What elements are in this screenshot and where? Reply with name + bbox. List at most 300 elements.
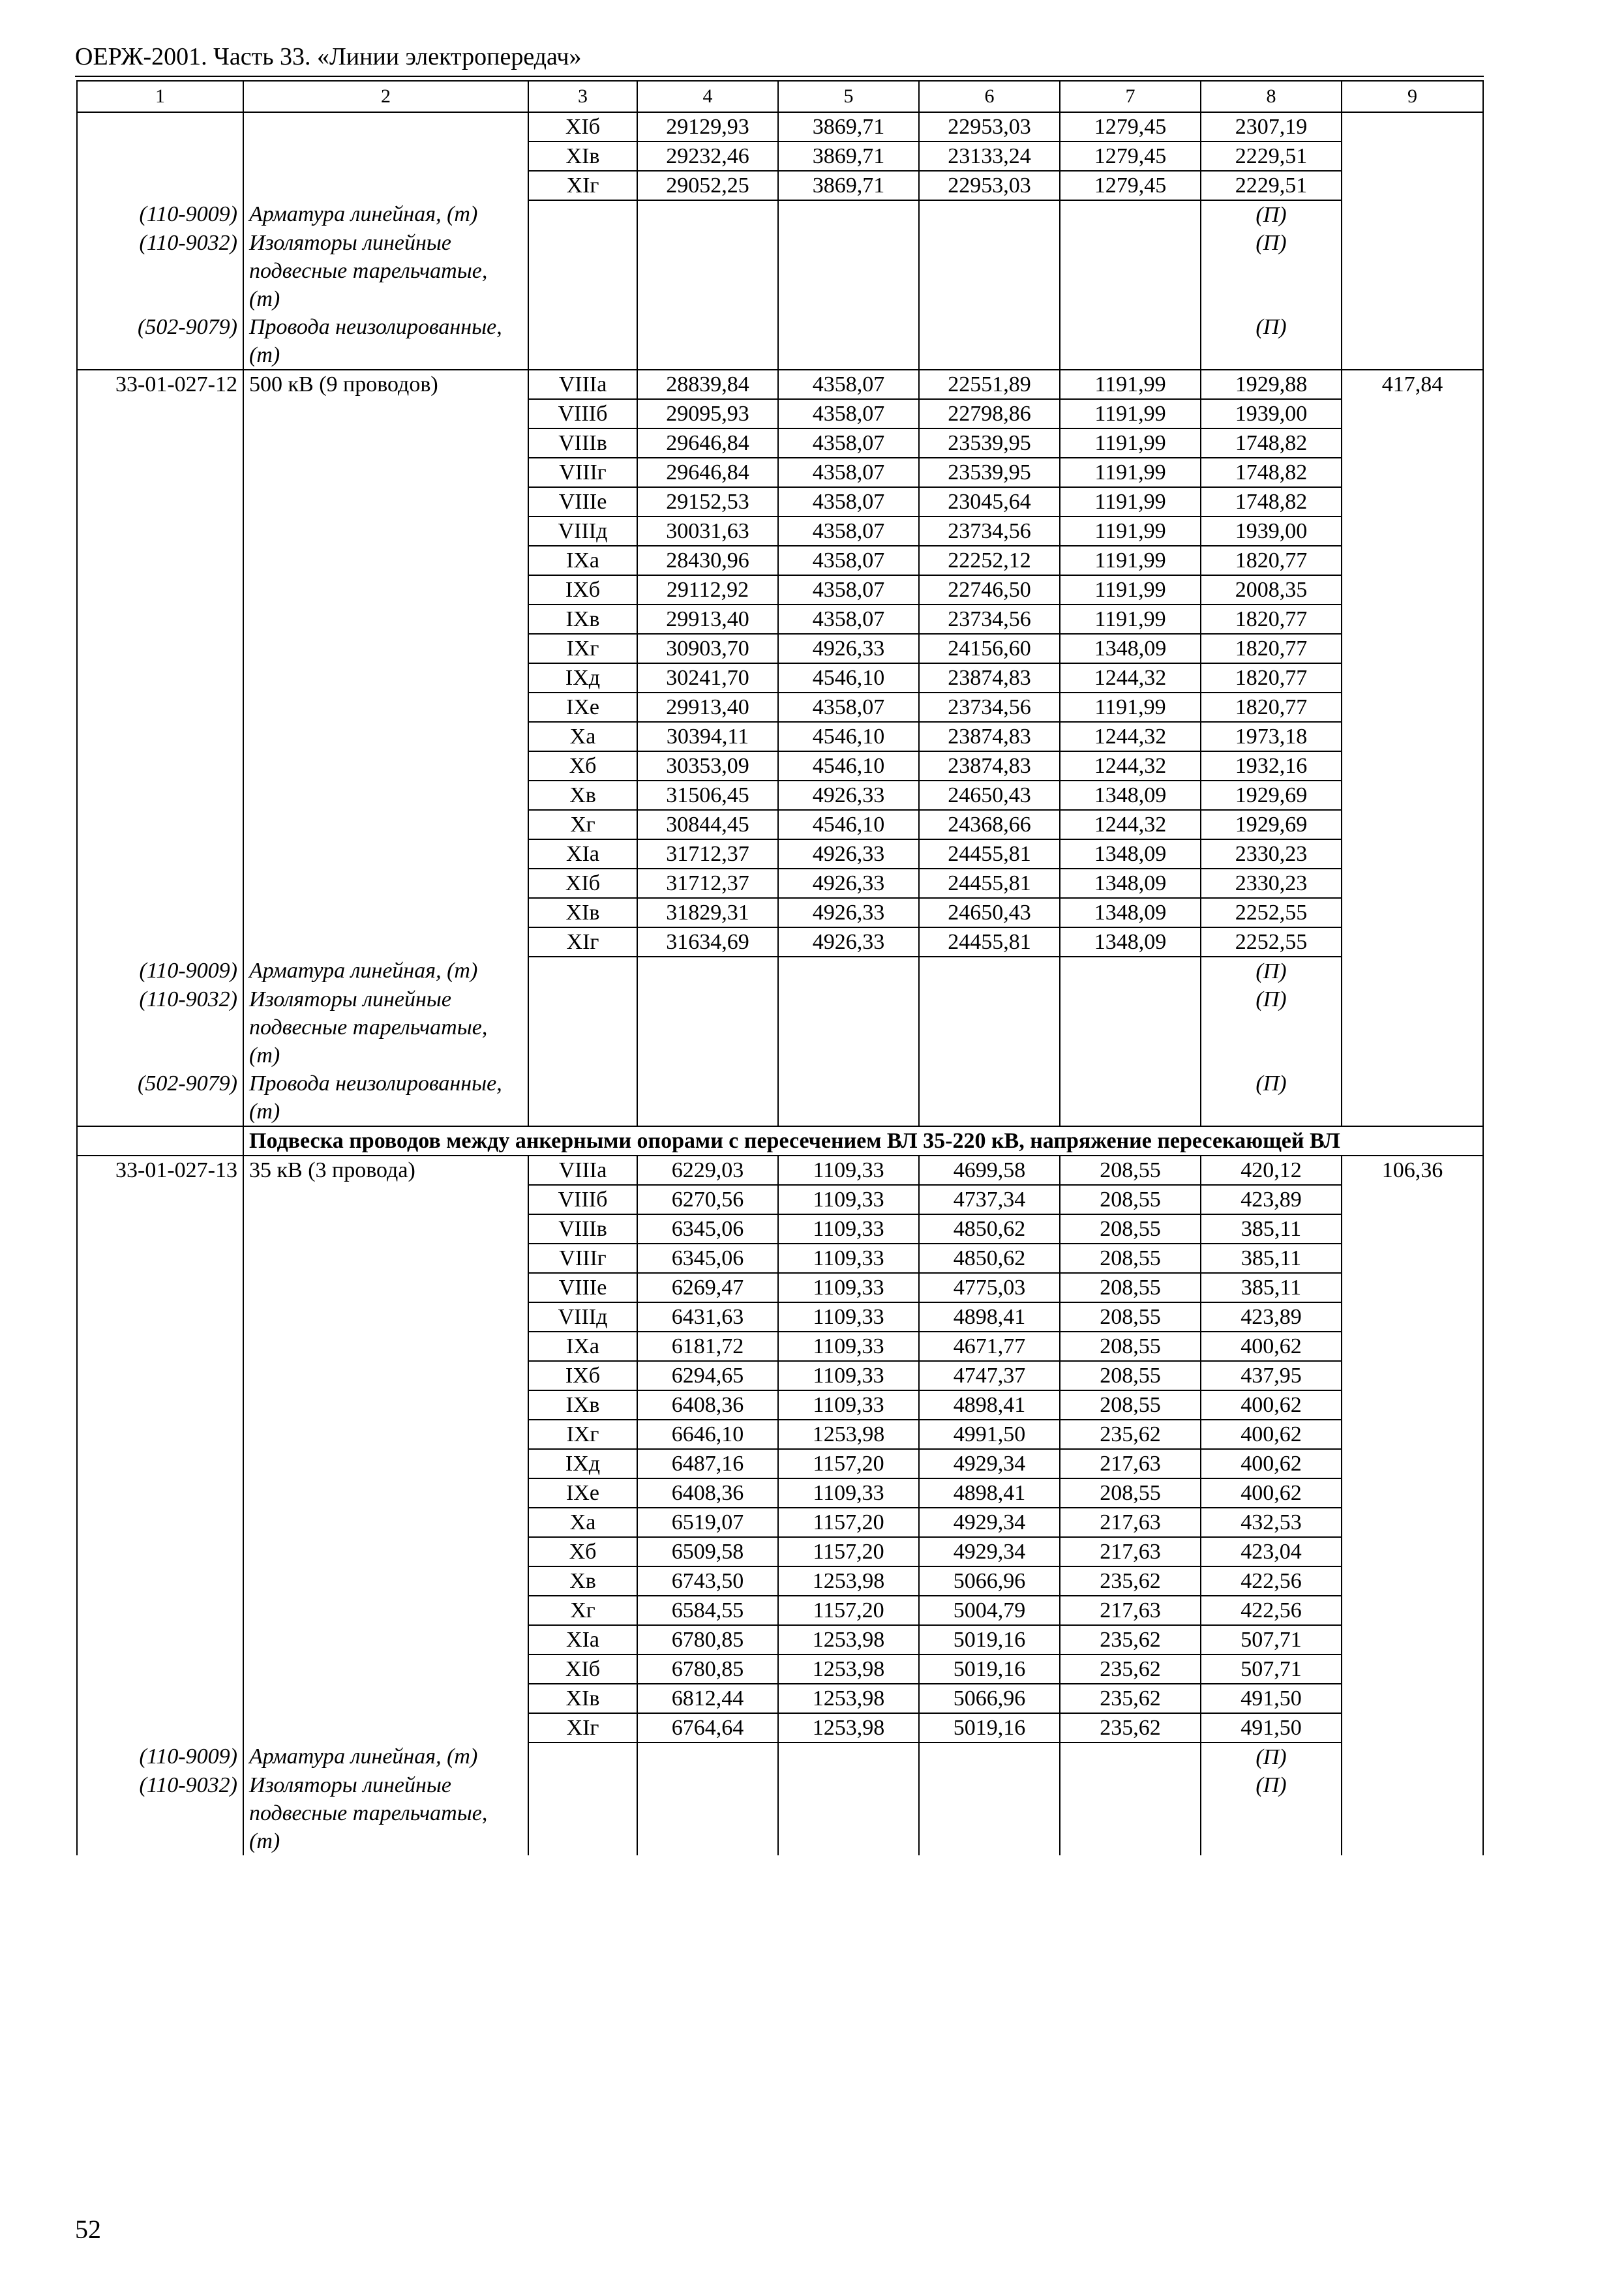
machine-cost: 23734,56 — [919, 693, 1060, 722]
zone-code: XIг — [528, 171, 637, 200]
labor-cost: 1109,33 — [778, 1361, 919, 1390]
operator-wage: 208,55 — [1060, 1478, 1201, 1508]
total-cost: 6345,06 — [637, 1214, 778, 1244]
materials-cost: 432,53 — [1201, 1508, 1342, 1537]
column-number: 5 — [778, 81, 919, 112]
operator-wage: 1191,99 — [1060, 487, 1201, 516]
labor-hours — [1342, 810, 1483, 839]
zone-code: XIа — [528, 839, 637, 869]
machine-cost: 23874,83 — [919, 663, 1060, 693]
rate-code — [77, 663, 243, 693]
materials-cost: 2330,23 — [1201, 839, 1342, 869]
labor-hours: 106,36 — [1342, 1156, 1483, 1185]
empty-cell — [1060, 1070, 1201, 1126]
empty-cell — [637, 229, 778, 313]
rate-name — [243, 1596, 528, 1625]
zone-code: XIб — [528, 1654, 637, 1684]
table-row — [77, 869, 1483, 898]
materials-cost: 1820,77 — [1201, 634, 1342, 663]
total-cost: 30353,09 — [637, 751, 778, 781]
total-cost: 29112,92 — [637, 575, 778, 605]
operator-wage: 208,55 — [1060, 1244, 1201, 1273]
empty-cell — [528, 1771, 637, 1855]
operator-wage: 208,55 — [1060, 1302, 1201, 1332]
machine-cost: 4898,41 — [919, 1302, 1060, 1332]
labor-hours — [1342, 487, 1483, 516]
rate-name — [243, 1420, 528, 1449]
rate-name — [243, 1185, 528, 1214]
materials-cost: 1820,77 — [1201, 546, 1342, 575]
total-cost: 31634,69 — [637, 927, 778, 957]
machine-cost: 5004,79 — [919, 1596, 1060, 1625]
empty-cell — [919, 1771, 1060, 1855]
materials-cost: 2252,55 — [1201, 927, 1342, 957]
table-row — [77, 1156, 1483, 1185]
rate-code — [77, 575, 243, 605]
labor-cost: 4926,33 — [778, 634, 919, 663]
labor-cost: 1253,98 — [778, 1420, 919, 1449]
material-row — [77, 1771, 1483, 1855]
materials-cost: 420,12 — [1201, 1156, 1342, 1185]
empty-cell — [778, 1771, 919, 1855]
rate-code — [77, 1214, 243, 1244]
table-row — [77, 1449, 1483, 1478]
material-name: Арматура линейная, (т) — [243, 957, 528, 985]
labor-cost: 4358,07 — [778, 605, 919, 634]
rate-code — [77, 1684, 243, 1713]
machine-cost: 4671,77 — [919, 1332, 1060, 1361]
materials-cost: 385,11 — [1201, 1244, 1342, 1273]
rate-code — [77, 869, 243, 898]
empty-cell — [637, 957, 778, 985]
column-number: 1 — [77, 81, 243, 112]
empty-cell — [528, 985, 637, 1070]
labor-cost: 1109,33 — [778, 1185, 919, 1214]
zone-code: IXе — [528, 693, 637, 722]
materials-cost: 437,95 — [1201, 1361, 1342, 1390]
empty-cell — [1060, 229, 1201, 313]
materials-cost: 1820,77 — [1201, 693, 1342, 722]
zone-code: VIIIб — [528, 399, 637, 428]
total-cost: 29129,93 — [637, 112, 778, 142]
rate-code — [77, 693, 243, 722]
operator-wage: 1191,99 — [1060, 458, 1201, 487]
rate-code — [77, 1596, 243, 1625]
operator-wage: 1244,32 — [1060, 751, 1201, 781]
table-row — [77, 927, 1483, 957]
operator-wage: 1348,09 — [1060, 869, 1201, 898]
machine-cost: 5019,16 — [919, 1654, 1060, 1684]
table-row — [77, 751, 1483, 781]
materials-cost: 385,11 — [1201, 1273, 1342, 1302]
labor-hours — [1342, 869, 1483, 898]
material-code: (110-9032) — [77, 1771, 243, 1855]
column-number: 6 — [919, 81, 1060, 112]
operator-wage: 217,63 — [1060, 1508, 1201, 1537]
table-row — [77, 1332, 1483, 1361]
labor-hours — [1342, 634, 1483, 663]
labor-hours — [1342, 1214, 1483, 1244]
zone-code: XIг — [528, 1713, 637, 1743]
empty-cell — [778, 200, 919, 229]
table-row — [77, 839, 1483, 869]
labor-cost: 4358,07 — [778, 428, 919, 458]
document-title: ОЕРЖ-2001. Часть 33. «Линии электропередач» — [75, 43, 582, 70]
labor-hours — [1342, 458, 1483, 487]
operator-wage: 235,62 — [1060, 1420, 1201, 1449]
labor-cost: 4926,33 — [778, 927, 919, 957]
total-cost: 28839,84 — [637, 370, 778, 399]
zone-code: XIб — [528, 869, 637, 898]
operator-wage: 1191,99 — [1060, 575, 1201, 605]
material-mark: (П) — [1201, 957, 1342, 985]
empty-cell — [919, 200, 1060, 229]
empty-cell — [778, 1070, 919, 1126]
rate-name — [243, 1684, 528, 1713]
materials-cost: 1939,00 — [1201, 399, 1342, 428]
materials-cost: 1748,82 — [1201, 487, 1342, 516]
labor-hours — [1342, 1244, 1483, 1273]
total-cost: 6646,10 — [637, 1420, 778, 1449]
total-cost: 29052,25 — [637, 171, 778, 200]
table-row — [77, 693, 1483, 722]
empty-cell — [919, 229, 1060, 313]
table-row — [77, 142, 1483, 171]
machine-cost: 23734,56 — [919, 516, 1060, 546]
total-cost: 6181,72 — [637, 1332, 778, 1361]
rate-code — [77, 546, 243, 575]
labor-hours — [1342, 1566, 1483, 1596]
machine-cost: 24455,81 — [919, 839, 1060, 869]
rate-name — [243, 1625, 528, 1654]
total-cost: 29646,84 — [637, 458, 778, 487]
rate-name — [243, 1332, 528, 1361]
table-row — [77, 722, 1483, 751]
machine-cost: 4929,34 — [919, 1537, 1060, 1566]
machine-cost: 4898,41 — [919, 1478, 1060, 1508]
table-row — [77, 1302, 1483, 1332]
machine-cost: 23045,64 — [919, 487, 1060, 516]
labor-hours — [1342, 399, 1483, 428]
material-code: (502-9079) — [77, 1070, 243, 1126]
empty-cell — [77, 1126, 243, 1156]
material-name: Изоляторы линейные подвесные тарельчатые, (т) — [243, 985, 528, 1070]
column-number: 8 — [1201, 81, 1342, 112]
operator-wage: 235,62 — [1060, 1684, 1201, 1713]
operator-wage: 1191,99 — [1060, 428, 1201, 458]
zone-code: IXд — [528, 663, 637, 693]
operator-wage: 1279,45 — [1060, 112, 1201, 142]
operator-wage: 1191,99 — [1060, 605, 1201, 634]
machine-cost: 22798,86 — [919, 399, 1060, 428]
total-cost: 30903,70 — [637, 634, 778, 663]
empty-cell — [778, 985, 919, 1070]
materials-cost: 385,11 — [1201, 1214, 1342, 1244]
table-row — [77, 1273, 1483, 1302]
material-mark: (П) — [1201, 1771, 1342, 1855]
zone-code: IXа — [528, 1332, 637, 1361]
empty-cell — [637, 1743, 778, 1771]
machine-cost: 4747,37 — [919, 1361, 1060, 1390]
labor-cost: 1157,20 — [778, 1596, 919, 1625]
labor-cost: 4926,33 — [778, 898, 919, 927]
labor-hours — [1342, 142, 1483, 171]
machine-cost: 5066,96 — [919, 1684, 1060, 1713]
labor-cost: 1253,98 — [778, 1684, 919, 1713]
table-row — [77, 370, 1483, 399]
rate-name — [243, 516, 528, 546]
operator-wage: 208,55 — [1060, 1361, 1201, 1390]
empty-cell — [1060, 313, 1201, 370]
rate-code — [77, 1537, 243, 1566]
labor-cost: 1157,20 — [778, 1508, 919, 1537]
page-header — [75, 40, 1484, 77]
materials-cost: 1929,69 — [1201, 781, 1342, 810]
labor-hours — [1342, 1684, 1483, 1713]
machine-cost: 23874,83 — [919, 751, 1060, 781]
rate-code — [77, 1390, 243, 1420]
labor-hours — [1342, 112, 1483, 142]
rate-code — [77, 1332, 243, 1361]
rate-name — [243, 1478, 528, 1508]
rate-name — [243, 663, 528, 693]
machine-cost: 23133,24 — [919, 142, 1060, 171]
materials-cost: 2307,19 — [1201, 112, 1342, 142]
machine-cost: 4929,34 — [919, 1449, 1060, 1478]
column-number: 2 — [243, 81, 528, 112]
total-cost: 31506,45 — [637, 781, 778, 810]
rate-name — [243, 399, 528, 428]
zone-code: VIIIв — [528, 428, 637, 458]
machine-cost: 23734,56 — [919, 605, 1060, 634]
machine-cost: 23539,95 — [919, 458, 1060, 487]
material-row — [77, 229, 1483, 313]
rate-name — [243, 869, 528, 898]
labor-hours — [1342, 663, 1483, 693]
empty-cell — [637, 200, 778, 229]
total-cost: 28430,96 — [637, 546, 778, 575]
empty-cell — [1342, 200, 1483, 229]
total-cost: 30031,63 — [637, 516, 778, 546]
rate-code — [77, 781, 243, 810]
operator-wage: 1191,99 — [1060, 516, 1201, 546]
total-cost: 29913,40 — [637, 693, 778, 722]
material-mark: (П) — [1201, 229, 1342, 313]
section-title-row — [77, 1126, 1483, 1156]
rate-name — [243, 751, 528, 781]
operator-wage: 1244,32 — [1060, 722, 1201, 751]
machine-cost: 23874,83 — [919, 722, 1060, 751]
machine-cost: 24156,60 — [919, 634, 1060, 663]
rate-name — [243, 1566, 528, 1596]
materials-cost: 1939,00 — [1201, 516, 1342, 546]
labor-cost: 1253,98 — [778, 1625, 919, 1654]
empty-cell — [1342, 957, 1483, 985]
zone-code: IXа — [528, 546, 637, 575]
zone-code: VIIIб — [528, 1185, 637, 1214]
material-mark: (П) — [1201, 200, 1342, 229]
empty-cell — [1342, 1070, 1483, 1126]
machine-cost: 4929,34 — [919, 1508, 1060, 1537]
rate-code — [77, 605, 243, 634]
empty-cell — [1060, 200, 1201, 229]
zone-code: VIIIг — [528, 1244, 637, 1273]
table-row — [77, 1361, 1483, 1390]
labor-cost: 4358,07 — [778, 516, 919, 546]
materials-cost: 491,50 — [1201, 1713, 1342, 1743]
rate-name — [243, 575, 528, 605]
operator-wage: 208,55 — [1060, 1214, 1201, 1244]
labor-cost: 3869,71 — [778, 112, 919, 142]
labor-hours — [1342, 516, 1483, 546]
rate-name — [243, 1361, 528, 1390]
operator-wage: 1348,09 — [1060, 839, 1201, 869]
rate-code — [77, 458, 243, 487]
rate-name: 500 кВ (9 проводов) — [243, 370, 528, 399]
labor-cost: 4358,07 — [778, 399, 919, 428]
labor-hours — [1342, 1449, 1483, 1478]
material-name: Арматура линейная, (т) — [243, 200, 528, 229]
rate-code — [77, 171, 243, 200]
table-row — [77, 575, 1483, 605]
rate-code — [77, 810, 243, 839]
empty-cell — [778, 229, 919, 313]
labor-hours — [1342, 1420, 1483, 1449]
labor-cost: 3869,71 — [778, 142, 919, 171]
operator-wage: 217,63 — [1060, 1537, 1201, 1566]
table-row — [77, 1625, 1483, 1654]
material-code: (110-9032) — [77, 985, 243, 1070]
operator-wage: 1191,99 — [1060, 370, 1201, 399]
zone-code: IXд — [528, 1449, 637, 1478]
zone-code: XIг — [528, 927, 637, 957]
rate-name — [243, 1244, 528, 1273]
rate-name: 35 кВ (3 провода) — [243, 1156, 528, 1185]
rate-code — [77, 1566, 243, 1596]
table-row — [77, 1508, 1483, 1537]
machine-cost: 4850,62 — [919, 1244, 1060, 1273]
material-mark: (П) — [1201, 985, 1342, 1070]
operator-wage: 1191,99 — [1060, 546, 1201, 575]
rate-name — [243, 1273, 528, 1302]
materials-cost: 1929,88 — [1201, 370, 1342, 399]
materials-cost: 2229,51 — [1201, 142, 1342, 171]
total-cost: 6519,07 — [637, 1508, 778, 1537]
rate-name — [243, 634, 528, 663]
machine-cost: 22746,50 — [919, 575, 1060, 605]
empty-cell — [1060, 1743, 1201, 1771]
zone-code: XIа — [528, 1625, 637, 1654]
rate-code — [77, 1244, 243, 1273]
machine-cost: 4775,03 — [919, 1273, 1060, 1302]
total-cost: 6764,64 — [637, 1713, 778, 1743]
materials-cost: 423,04 — [1201, 1537, 1342, 1566]
machine-cost: 24455,81 — [919, 869, 1060, 898]
operator-wage: 208,55 — [1060, 1390, 1201, 1420]
rate-code: 33-01-027-12 — [77, 370, 243, 399]
labor-hours — [1342, 605, 1483, 634]
rate-code — [77, 1273, 243, 1302]
zone-code: IXв — [528, 605, 637, 634]
labor-cost: 1157,20 — [778, 1537, 919, 1566]
rate-name — [243, 1214, 528, 1244]
table-row — [77, 1654, 1483, 1684]
labor-hours — [1342, 1508, 1483, 1537]
operator-wage: 1279,45 — [1060, 171, 1201, 200]
section-title: Подвеска проводов между анкерными опорами с пересечением ВЛ 35-220 кВ, напряжение пересекающей ВЛ — [243, 1126, 1483, 1156]
labor-hours — [1342, 751, 1483, 781]
zone-code: Xв — [528, 1566, 637, 1596]
machine-cost: 4850,62 — [919, 1214, 1060, 1244]
labor-hours — [1342, 1596, 1483, 1625]
material-name: Провода неизолированные, (т) — [243, 313, 528, 370]
total-cost: 6345,06 — [637, 1244, 778, 1273]
rate-code — [77, 1654, 243, 1684]
total-cost: 6509,58 — [637, 1537, 778, 1566]
labor-cost: 4926,33 — [778, 869, 919, 898]
table-row — [77, 1566, 1483, 1596]
material-name: Изоляторы линейные подвесные тарельчатые, (т) — [243, 229, 528, 313]
rate-name — [243, 1449, 528, 1478]
empty-cell — [1342, 313, 1483, 370]
material-mark: (П) — [1201, 313, 1342, 370]
total-cost: 6294,65 — [637, 1361, 778, 1390]
zone-code: Xв — [528, 781, 637, 810]
rate-code — [77, 112, 243, 142]
table-row — [77, 810, 1483, 839]
rate-name — [243, 458, 528, 487]
machine-cost: 5066,96 — [919, 1566, 1060, 1596]
table-row — [77, 1390, 1483, 1420]
total-cost: 6780,85 — [637, 1625, 778, 1654]
materials-cost: 400,62 — [1201, 1449, 1342, 1478]
operator-wage: 1191,99 — [1060, 399, 1201, 428]
machine-cost: 22953,03 — [919, 112, 1060, 142]
labor-cost: 1253,98 — [778, 1713, 919, 1743]
operator-wage: 1191,99 — [1060, 693, 1201, 722]
zone-code: VIIIг — [528, 458, 637, 487]
rate-name — [243, 898, 528, 927]
material-name: Провода неизолированные, (т) — [243, 1070, 528, 1126]
labor-cost: 4358,07 — [778, 370, 919, 399]
table-row — [77, 1713, 1483, 1743]
materials-cost: 2008,35 — [1201, 575, 1342, 605]
total-cost: 30394,11 — [637, 722, 778, 751]
materials-cost: 491,50 — [1201, 1684, 1342, 1713]
materials-cost: 1820,77 — [1201, 605, 1342, 634]
table-row — [77, 546, 1483, 575]
empty-cell — [1060, 957, 1201, 985]
labor-hours — [1342, 839, 1483, 869]
empty-cell — [778, 1743, 919, 1771]
table-row — [77, 1214, 1483, 1244]
total-cost: 6584,55 — [637, 1596, 778, 1625]
total-cost: 6229,03 — [637, 1156, 778, 1185]
rate-name — [243, 839, 528, 869]
empty-cell — [528, 957, 637, 985]
materials-cost: 1748,82 — [1201, 428, 1342, 458]
table-row — [77, 112, 1483, 142]
table-row — [77, 1596, 1483, 1625]
labor-hours — [1342, 1654, 1483, 1684]
empty-cell — [919, 985, 1060, 1070]
labor-hours — [1342, 1625, 1483, 1654]
material-code: (110-9009) — [77, 200, 243, 229]
materials-cost: 1932,16 — [1201, 751, 1342, 781]
labor-hours — [1342, 693, 1483, 722]
labor-cost: 1253,98 — [778, 1566, 919, 1596]
operator-wage: 217,63 — [1060, 1449, 1201, 1478]
